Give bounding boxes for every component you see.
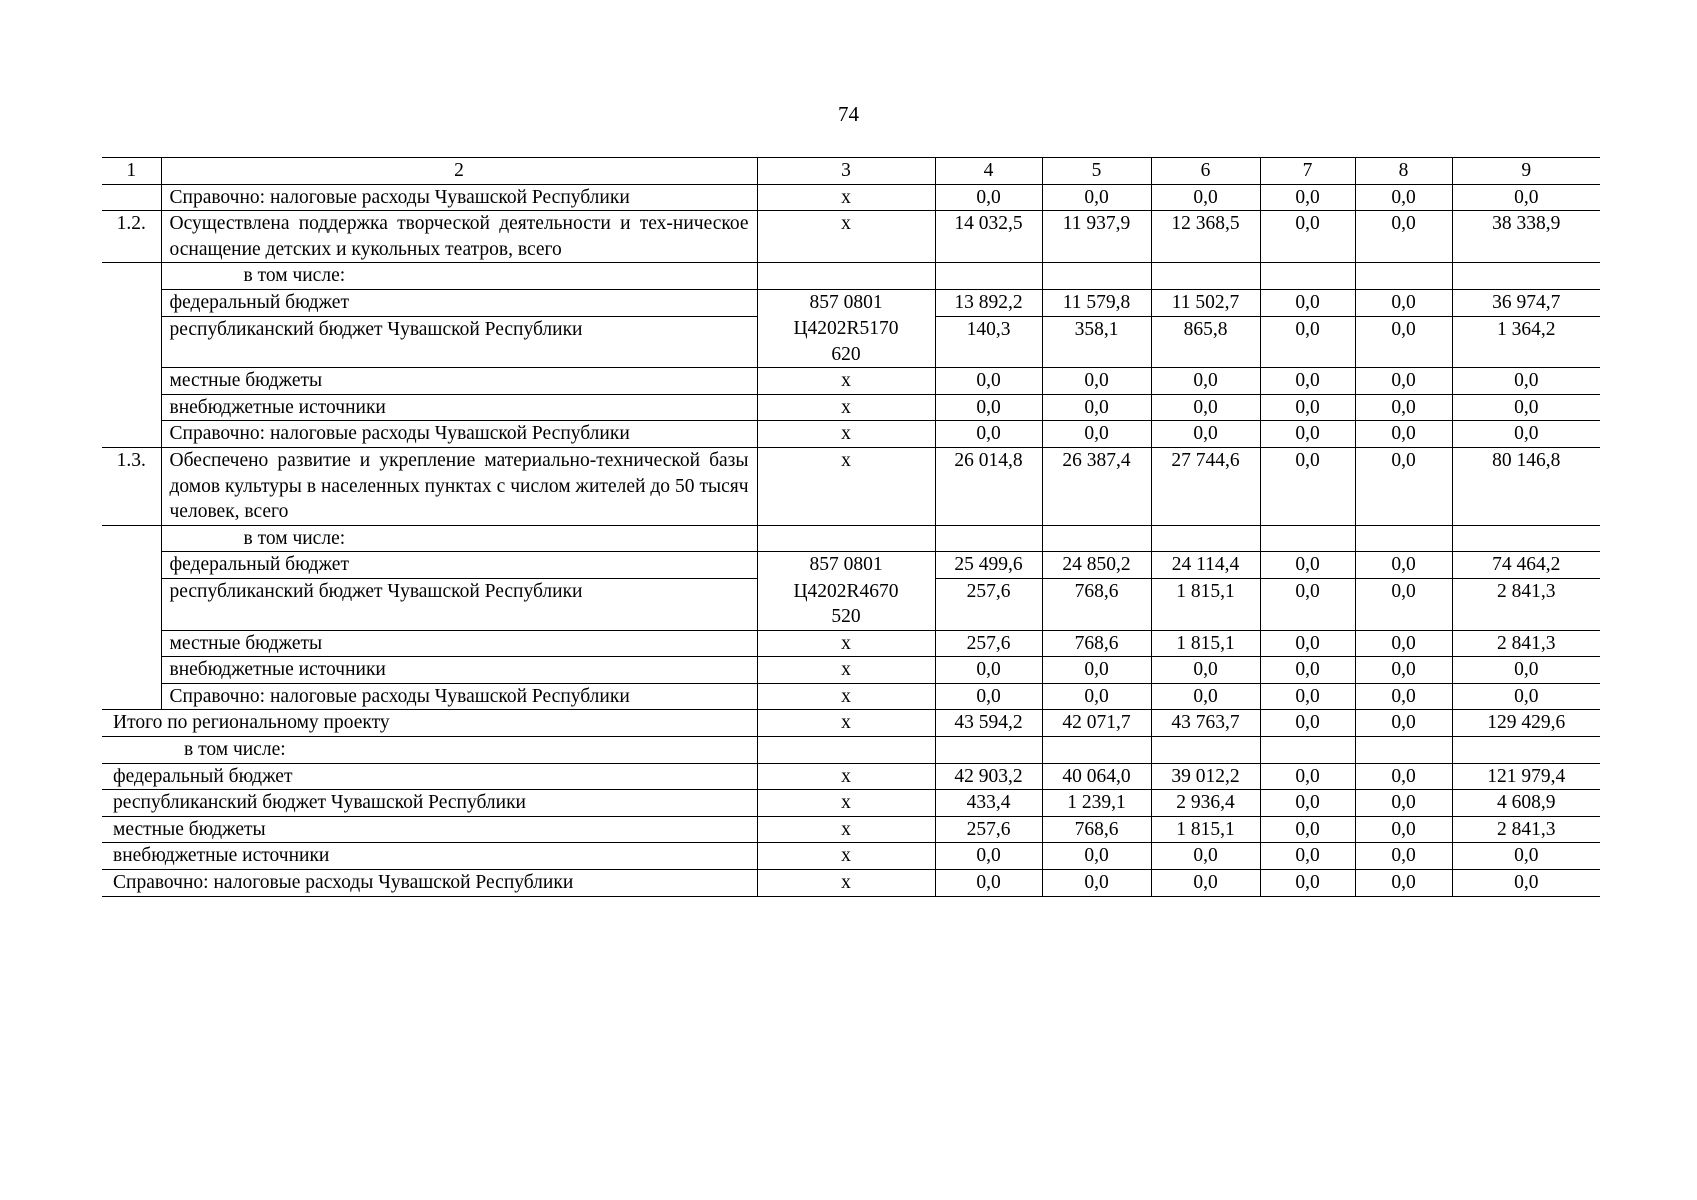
header-cell: 1: [102, 158, 161, 185]
value-cell: 0,0: [1452, 657, 1600, 684]
value-cell: 0,0: [1355, 394, 1452, 421]
table-row: [102, 421, 1600, 448]
value-cell: 0,0: [1042, 368, 1151, 395]
budget-table: [102, 157, 1600, 897]
value-cell: 0,0: [1452, 394, 1600, 421]
value-cell: [1355, 737, 1452, 764]
value-cell: [1260, 737, 1355, 764]
value-cell: 0,0: [1260, 683, 1355, 710]
row-index: [102, 316, 161, 368]
table-row: [102, 368, 1600, 395]
table-row: [102, 448, 1600, 526]
value-cell: [1151, 525, 1260, 552]
row-code: Ц4202R4670 520: [757, 579, 935, 631]
value-cell: 768,6: [1042, 816, 1151, 843]
row-index: [102, 184, 161, 211]
table-row: [102, 579, 1600, 631]
value-cell: 0,0: [935, 870, 1042, 897]
value-cell: 26 387,4: [1042, 448, 1151, 526]
value-cell: [1042, 263, 1151, 290]
row-label: Обеспечено развитие и укрепление материально-технической базы домов культуры в населенных пунктах с числом жителей до 50 тысяч человек, всего: [161, 448, 757, 526]
total-code: [757, 737, 935, 764]
value-cell: 0,0: [1042, 683, 1151, 710]
value-cell: 0,0: [1355, 710, 1452, 737]
value-cell: 433,4: [935, 790, 1042, 817]
value-cell: 42 071,7: [1042, 710, 1151, 737]
table-row: [102, 630, 1600, 657]
row-label: республиканский бюджет Чувашской Республики: [161, 579, 757, 631]
value-cell: 0,0: [1260, 579, 1355, 631]
row-index: [102, 421, 161, 448]
table-row: [102, 289, 1600, 316]
row-index: [102, 368, 161, 395]
value-cell: 0,0: [1452, 683, 1600, 710]
header-cell: 7: [1260, 158, 1355, 185]
value-cell: 0,0: [1355, 683, 1452, 710]
value-cell: [935, 263, 1042, 290]
total-row: [102, 710, 1600, 737]
row-label: федеральный бюджет: [161, 552, 757, 579]
value-cell: 0,0: [1260, 552, 1355, 579]
value-cell: 0,0: [1260, 870, 1355, 897]
total-code: x: [757, 870, 935, 897]
row-code: x: [757, 683, 935, 710]
row-code: x: [757, 630, 935, 657]
row-label: республиканский бюджет Чувашской Республики: [161, 316, 757, 368]
row-code: x: [757, 421, 935, 448]
total-label: Итого по региональному проекту: [102, 710, 757, 737]
value-cell: 0,0: [1355, 552, 1452, 579]
total-label: в том числе:: [102, 737, 757, 764]
value-cell: 0,0: [1260, 816, 1355, 843]
row-label: местные бюджеты: [161, 368, 757, 395]
value-cell: [1260, 263, 1355, 290]
value-cell: 2 841,3: [1452, 630, 1600, 657]
value-cell: 121 979,4: [1452, 763, 1600, 790]
row-code: x: [757, 657, 935, 684]
value-cell: 129 429,6: [1452, 710, 1600, 737]
value-cell: [1452, 263, 1600, 290]
value-cell: 36 974,7: [1452, 289, 1600, 316]
value-cell: 80 146,8: [1452, 448, 1600, 526]
value-cell: 257,6: [935, 579, 1042, 631]
value-cell: 0,0: [935, 184, 1042, 211]
table-row: [102, 657, 1600, 684]
total-label: Справочно: налоговые расходы Чувашской Республики: [102, 870, 757, 897]
table-row: [102, 316, 1600, 368]
total-code: x: [757, 843, 935, 870]
value-cell: 2 936,4: [1151, 790, 1260, 817]
table-row: [102, 552, 1600, 579]
table-row: [102, 184, 1600, 211]
value-cell: 40 064,0: [1042, 763, 1151, 790]
row-label: федеральный бюджет: [161, 289, 757, 316]
value-cell: 38 338,9: [1452, 211, 1600, 263]
value-cell: [1452, 525, 1600, 552]
value-cell: 358,1: [1042, 316, 1151, 368]
value-cell: 24 850,2: [1042, 552, 1151, 579]
total-row: [102, 763, 1600, 790]
value-cell: [935, 737, 1042, 764]
value-cell: 1 815,1: [1151, 579, 1260, 631]
value-cell: 0,0: [1042, 657, 1151, 684]
value-cell: 39 012,2: [1151, 763, 1260, 790]
value-cell: 0,0: [1151, 368, 1260, 395]
row-label: Справочно: налоговые расходы Чувашской Республики: [161, 184, 757, 211]
value-cell: 43 594,2: [935, 710, 1042, 737]
value-cell: 0,0: [1260, 763, 1355, 790]
value-cell: 0,0: [1452, 870, 1600, 897]
value-cell: 0,0: [935, 657, 1042, 684]
value-cell: 0,0: [1042, 184, 1151, 211]
value-cell: 768,6: [1042, 579, 1151, 631]
value-cell: 0,0: [1260, 211, 1355, 263]
value-cell: 0,0: [1151, 394, 1260, 421]
value-cell: 0,0: [1355, 448, 1452, 526]
row-code: Ц4202R5170 620: [757, 316, 935, 368]
value-cell: 43 763,7: [1151, 710, 1260, 737]
value-cell: [1260, 525, 1355, 552]
value-cell: 0,0: [1355, 211, 1452, 263]
value-cell: 0,0: [1260, 421, 1355, 448]
value-cell: 25 499,6: [935, 552, 1042, 579]
row-index: [102, 263, 161, 290]
value-cell: 1 815,1: [1151, 816, 1260, 843]
header-cell: 3: [757, 158, 935, 185]
row-label: Осуществлена поддержка творческой деятельности и тех-ническое оснащение детских и кукольных театров, всего: [161, 211, 757, 263]
value-cell: 0,0: [1452, 421, 1600, 448]
header-cell: 2: [161, 158, 757, 185]
row-index: [102, 657, 161, 684]
header-cell: 9: [1452, 158, 1600, 185]
row-label: в том числе:: [161, 525, 757, 552]
row-code: [757, 525, 935, 552]
value-cell: 0,0: [1151, 421, 1260, 448]
row-code: 857 0801: [757, 552, 935, 579]
total-label: республиканский бюджет Чувашской Республики: [102, 790, 757, 817]
value-cell: 1 239,1: [1042, 790, 1151, 817]
row-index: [102, 683, 161, 710]
row-index: 1.2.: [102, 211, 161, 263]
value-cell: 27 744,6: [1151, 448, 1260, 526]
value-cell: 0,0: [1355, 184, 1452, 211]
value-cell: [1151, 263, 1260, 290]
value-cell: 24 114,4: [1151, 552, 1260, 579]
value-cell: 0,0: [1452, 368, 1600, 395]
row-code: 857 0801: [757, 289, 935, 316]
value-cell: [1042, 525, 1151, 552]
value-cell: 11 579,8: [1042, 289, 1151, 316]
value-cell: 0,0: [1355, 843, 1452, 870]
row-index: [102, 394, 161, 421]
value-cell: [1452, 737, 1600, 764]
value-cell: 0,0: [1355, 816, 1452, 843]
value-cell: 0,0: [935, 843, 1042, 870]
value-cell: 0,0: [1260, 394, 1355, 421]
value-cell: 26 014,8: [935, 448, 1042, 526]
value-cell: 0,0: [1355, 657, 1452, 684]
value-cell: 0,0: [1260, 630, 1355, 657]
value-cell: 0,0: [1151, 184, 1260, 211]
header-cell: 5: [1042, 158, 1151, 185]
value-cell: 0,0: [1151, 683, 1260, 710]
value-cell: 74 464,2: [1452, 552, 1600, 579]
total-row: [102, 816, 1600, 843]
value-cell: 0,0: [1355, 289, 1452, 316]
row-index: [102, 630, 161, 657]
value-cell: 13 892,2: [935, 289, 1042, 316]
value-cell: 0,0: [1042, 843, 1151, 870]
value-cell: 0,0: [935, 683, 1042, 710]
value-cell: 42 903,2: [935, 763, 1042, 790]
row-code: x: [757, 211, 935, 263]
total-code: x: [757, 763, 935, 790]
value-cell: 0,0: [1260, 184, 1355, 211]
value-cell: 0,0: [1355, 368, 1452, 395]
value-cell: 0,0: [1042, 394, 1151, 421]
page-number: 74: [838, 102, 859, 126]
value-cell: 2 841,3: [1452, 816, 1600, 843]
value-cell: 0,0: [1452, 843, 1600, 870]
value-cell: 1 364,2: [1452, 316, 1600, 368]
value-cell: 0,0: [1151, 657, 1260, 684]
value-cell: 0,0: [1151, 870, 1260, 897]
total-row: [102, 870, 1600, 897]
row-label: в том числе:: [161, 263, 757, 290]
value-cell: 0,0: [935, 421, 1042, 448]
header-cell: 6: [1151, 158, 1260, 185]
value-cell: 0,0: [1260, 368, 1355, 395]
value-cell: 0,0: [1260, 790, 1355, 817]
row-label: Справочно: налоговые расходы Чувашской Республики: [161, 421, 757, 448]
total-code: x: [757, 710, 935, 737]
value-cell: 140,3: [935, 316, 1042, 368]
row-code: x: [757, 184, 935, 211]
row-code: x: [757, 448, 935, 526]
value-cell: 11 502,7: [1151, 289, 1260, 316]
value-cell: 0,0: [1260, 657, 1355, 684]
total-code: x: [757, 790, 935, 817]
row-label: внебюджетные источники: [161, 657, 757, 684]
total-row: [102, 843, 1600, 870]
value-cell: 257,6: [935, 630, 1042, 657]
value-cell: [935, 525, 1042, 552]
value-cell: 0,0: [935, 394, 1042, 421]
value-cell: 768,6: [1042, 630, 1151, 657]
header-cell: 8: [1355, 158, 1452, 185]
value-cell: 257,6: [935, 816, 1042, 843]
value-cell: 0,0: [1260, 289, 1355, 316]
value-cell: [1355, 263, 1452, 290]
value-cell: 2 841,3: [1452, 579, 1600, 631]
value-cell: 0,0: [1355, 790, 1452, 817]
value-cell: [1042, 737, 1151, 764]
value-cell: 0,0: [1260, 710, 1355, 737]
value-cell: 865,8: [1151, 316, 1260, 368]
value-cell: 0,0: [1260, 448, 1355, 526]
value-cell: 1 815,1: [1151, 630, 1260, 657]
row-label: Справочно: налоговые расходы Чувашской Республики: [161, 683, 757, 710]
row-index: [102, 525, 161, 552]
value-cell: 0,0: [1151, 843, 1260, 870]
row-code: [757, 263, 935, 290]
value-cell: 0,0: [1452, 184, 1600, 211]
value-cell: 0,0: [935, 368, 1042, 395]
row-index: [102, 579, 161, 631]
value-cell: 0,0: [1042, 421, 1151, 448]
value-cell: 12 368,5: [1151, 211, 1260, 263]
value-cell: [1355, 525, 1452, 552]
row-label: внебюджетные источники: [161, 394, 757, 421]
value-cell: 11 937,9: [1042, 211, 1151, 263]
row-code: x: [757, 394, 935, 421]
total-label: местные бюджеты: [102, 816, 757, 843]
value-cell: 0,0: [1355, 763, 1452, 790]
row-code: x: [757, 368, 935, 395]
row-index: 1.3.: [102, 448, 161, 526]
table-header-row: [102, 158, 1600, 185]
row-index: [102, 289, 161, 316]
value-cell: 0,0: [1355, 579, 1452, 631]
value-cell: 0,0: [1355, 421, 1452, 448]
total-row: [102, 737, 1600, 764]
table-row: [102, 525, 1600, 552]
value-cell: 0,0: [1355, 316, 1452, 368]
value-cell: 0,0: [1042, 870, 1151, 897]
value-cell: 4 608,9: [1452, 790, 1600, 817]
value-cell: 0,0: [1260, 316, 1355, 368]
table-row: [102, 263, 1600, 290]
total-code: x: [757, 816, 935, 843]
header-cell: 4: [935, 158, 1042, 185]
value-cell: [1151, 737, 1260, 764]
table-row: [102, 394, 1600, 421]
value-cell: 0,0: [1260, 843, 1355, 870]
table-row: [102, 683, 1600, 710]
row-index: [102, 552, 161, 579]
total-label: внебюджетные источники: [102, 843, 757, 870]
total-row: [102, 790, 1600, 817]
row-label: местные бюджеты: [161, 630, 757, 657]
value-cell: 0,0: [1355, 630, 1452, 657]
table-row: [102, 211, 1600, 263]
value-cell: 0,0: [1355, 870, 1452, 897]
total-label: федеральный бюджет: [102, 763, 757, 790]
value-cell: 14 032,5: [935, 211, 1042, 263]
